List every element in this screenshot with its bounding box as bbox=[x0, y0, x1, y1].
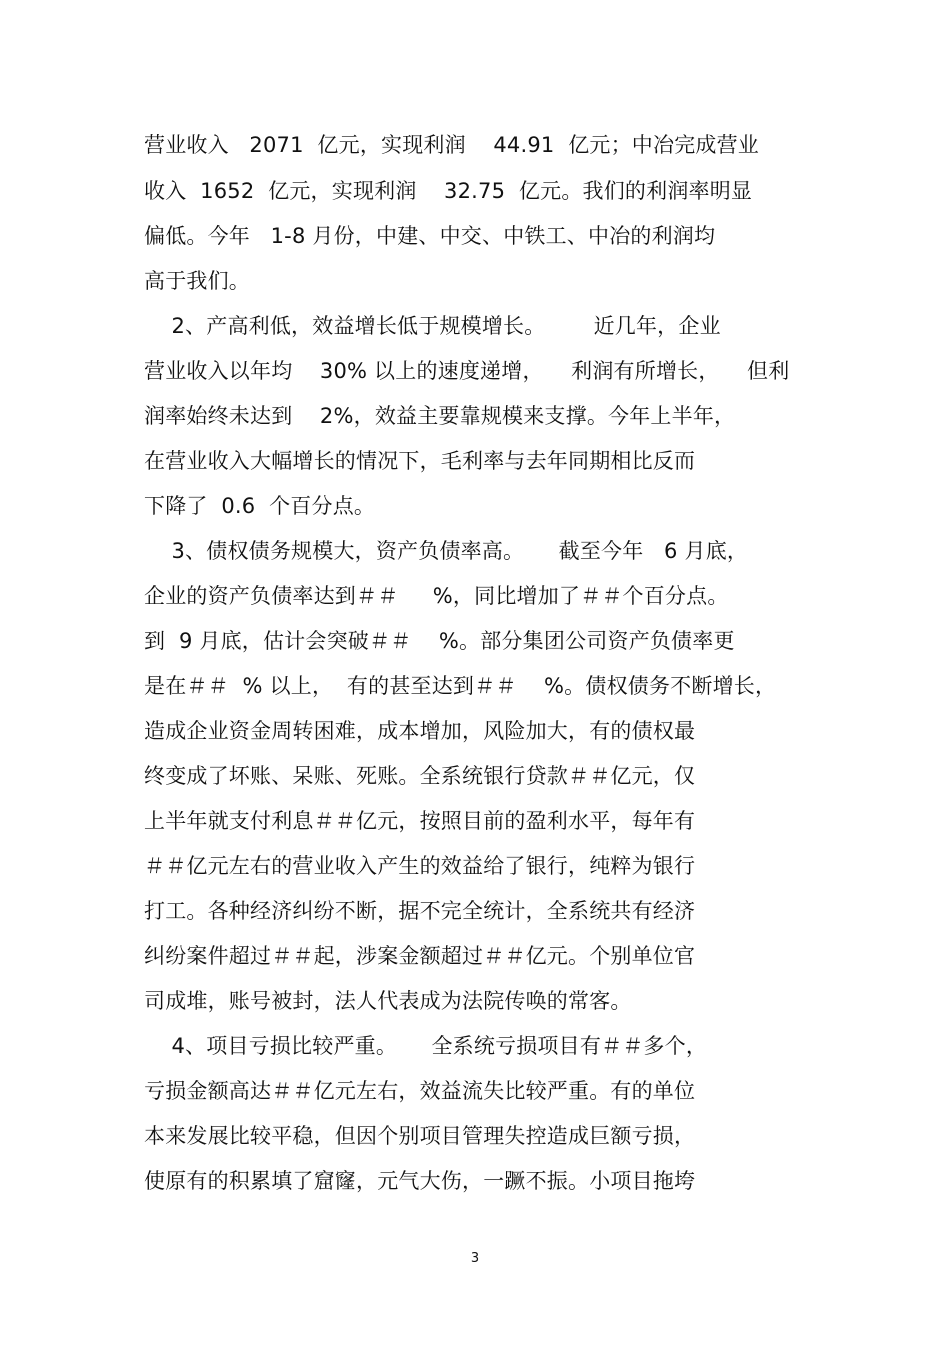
text-line: 高于我们。 bbox=[144, 269, 250, 293]
page-number: 3 bbox=[470, 1251, 480, 1266]
text-line: ＃＃亿元左右的营业收入产生的效益给了银行，纯粹为银行 bbox=[144, 854, 696, 878]
text-line: 到 9 月底，估计会突破＃＃ %。部分集团公司资产负债率更 bbox=[144, 629, 735, 653]
text-line: 是在＃＃ % 以上， 有的甚至达到＃＃ %。债权债务不断增长， bbox=[144, 674, 777, 698]
text-line: 打工。各种经济纠纷不断，据不完全统计，全系统共有经济 bbox=[144, 899, 696, 923]
text-line: 造成企业资金周转困难，成本增加，风险加大，有的债权最 bbox=[144, 719, 696, 743]
text-line: 司成堆，账号被封，法人代表成为法院传唤的常客。 bbox=[144, 989, 632, 1013]
text-line: 使原有的积累填了窟窿，元气大伤，一蹶不振。小项目拖垮 bbox=[144, 1169, 696, 1193]
paragraph-heading-line: 4、项目亏损比较严重。 全系统亏损项目有＃＃多个， bbox=[144, 1034, 708, 1058]
text-line: 营业收入 2071 亿元，实现利润 44.91 亿元；中冶完成营业 bbox=[144, 133, 759, 157]
text-line: 偏低。今年 1-8 月份，中建、中交、中铁工、中冶的利润均 bbox=[144, 224, 716, 248]
paragraph-heading-line: 2、产高利低，效益增长低于规模增长。 近几年，企业 bbox=[144, 314, 721, 338]
text-line: 纠纷案件超过＃＃起，涉案金额超过＃＃亿元。个别单位官 bbox=[144, 944, 696, 968]
text-line: 在营业收入大幅增长的情况下，毛利率与去年同期相比反而 bbox=[144, 449, 696, 473]
text-line: 上半年就支付利息＃＃亿元，按照目前的盈利水平，每年有 bbox=[144, 809, 696, 833]
text-line: 亏损金额高达＃＃亿元左右，效益流失比较严重。有的单位 bbox=[144, 1079, 696, 1103]
text-line: 企业的资产负债率达到＃＃ %，同比增加了＃＃个百分点。 bbox=[144, 584, 729, 608]
text-line: 润率始终未达到 2%，效益主要靠规模来支撑。今年上半年， bbox=[144, 404, 736, 428]
text-line: 下降了 0.6 个百分点。 bbox=[144, 494, 376, 518]
text-line: 营业收入以年均 30% 以上的速度递增， 利润有所增长， 但利 bbox=[144, 359, 790, 383]
text-line: 终变成了坏账、呆账、死账。全系统银行贷款＃＃亿元，仅 bbox=[144, 764, 696, 788]
text-line: 本来发展比较平稳，但因个别项目管理失控造成巨额亏损， bbox=[144, 1124, 696, 1148]
paragraph-heading-line: 3、债权债务规模大，资产负债率高。 截至今年 6 月底， bbox=[144, 539, 749, 563]
text-line: 收入 1652 亿元，实现利润 32.75 亿元。我们的利润率明显 bbox=[144, 179, 753, 203]
